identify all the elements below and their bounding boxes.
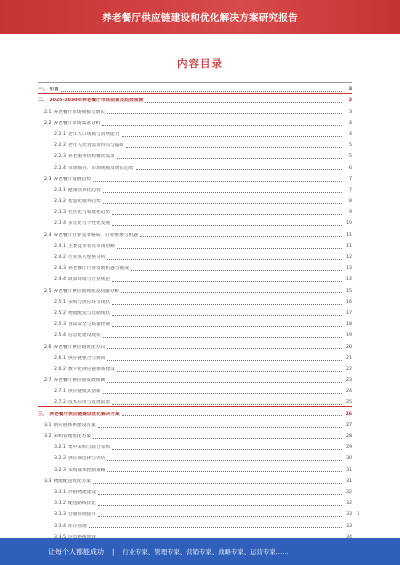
toc-dot-leader <box>103 192 342 193</box>
toc-entry-page: 17 <box>346 310 352 316</box>
toc-entry-title: 政策环境与行业规范 <box>67 277 111 283</box>
toc-entry[interactable] <box>38 93 352 104</box>
toc-dot-leader <box>121 292 342 293</box>
toc-dot-leader <box>112 281 342 282</box>
toc-entry-title: 养老餐厅供应链发展预测 <box>53 378 106 384</box>
toc-dot-leader <box>117 371 342 372</box>
toc-entry-title: 老年人饮食需求特点与偏好 <box>67 143 125 149</box>
toc-dot-leader <box>145 102 342 103</box>
toc-entry-title: 采购与供应环节现状 <box>67 299 111 305</box>
toc-entry-number: 2.2 <box>44 120 52 126</box>
toc-dot-leader <box>103 337 342 338</box>
toc-entry-title: 采购成本控制策略 <box>67 467 106 473</box>
toc-dot-leader <box>136 169 342 170</box>
toc-entry[interactable] <box>38 250 352 261</box>
toc-entry-title: 社区化与家庭化趋势 <box>67 210 111 216</box>
toc-entry-page: 23 <box>346 378 352 384</box>
toc-entry-number: 2.2.2 <box>54 143 66 149</box>
toc-entry[interactable] <box>38 474 352 485</box>
toc-entry-page: 10 <box>346 221 352 227</box>
toc-entry-title: 数字化供应链体系建设 <box>67 366 115 372</box>
toc-entry-page: 3 <box>348 98 352 104</box>
toc-entry-number: 三、 <box>38 411 48 417</box>
toc-dot-leader <box>107 113 342 114</box>
toc-dot-leader <box>122 415 342 416</box>
toc-entry-number: 2.7.1 <box>54 389 66 395</box>
toc-dot-leader <box>98 494 342 495</box>
toc-entry-title: 智慧化服务趋势 <box>67 199 101 205</box>
toc-entry-page: 16 <box>346 299 352 305</box>
toc-dot-leader <box>107 471 342 472</box>
toc-entry[interactable] <box>38 317 352 328</box>
toc-entry-number: 2.5.3 <box>54 322 66 328</box>
toc-entry-title: 养老服务机构餐饮需求 <box>67 154 115 160</box>
toc-entry-page: 9 <box>349 210 352 216</box>
toc-entry-title: 养老餐厅发展趋势 <box>53 176 91 182</box>
toc-entry-number: 2.3.4 <box>54 221 66 227</box>
toc-entry-page: 32 <box>346 489 352 495</box>
toc-entry-number: 2.2.1 <box>54 131 66 137</box>
toc-entry-page: 15 <box>346 288 352 294</box>
toc-dot-leader <box>122 136 342 137</box>
toc-entry-number: 3.2.2 <box>54 456 66 462</box>
table-of-contents <box>38 82 352 541</box>
toc-entry-number: 2.3.2 <box>54 199 66 205</box>
toc-entry[interactable] <box>38 339 352 350</box>
toc-entry-number: 3.3.4 <box>54 523 66 529</box>
toc-entry-number: 2.6 <box>44 344 52 350</box>
toc-entry[interactable] <box>38 406 352 417</box>
toc-entry[interactable] <box>38 104 352 115</box>
toc-entry-number: 3.2.1 <box>54 445 66 451</box>
toc-entry-title: 养老餐厅行业竞争格局、行业壁垒与机遇 <box>53 232 138 238</box>
toc-entry[interactable] <box>38 272 352 283</box>
toc-entry-page: 19 <box>346 333 352 339</box>
toc-entry[interactable] <box>38 172 352 183</box>
toc-entry-number: 2.1 <box>44 109 52 115</box>
toc-entry[interactable] <box>38 149 352 160</box>
toc-entry-title: 老年人口规模与消费能力 <box>67 131 120 137</box>
toc-entry-title: 养老餐厅供应链建设优化解决方案 <box>49 411 120 417</box>
toc-entry-page: 29 <box>346 445 352 451</box>
toc-dot-leader <box>112 449 342 450</box>
toc-entry-page: 22 <box>346 366 352 372</box>
toc-entry[interactable] <box>38 295 352 306</box>
toc-entry-title: 仓储管理提升 <box>67 512 97 518</box>
toc-entry-page: 24 <box>346 389 352 395</box>
toc-entry-number: 2.2.3 <box>54 154 66 160</box>
toc-entry-number: 2.6.2 <box>54 366 66 372</box>
toc-entry-page: 7 <box>349 176 352 182</box>
toc-dot-leader <box>117 248 342 249</box>
toc-entry-title: 行业进入壁垒分析 <box>67 255 106 260</box>
toc-entry-title: 养老餐厅行业发展机遇与挑战 <box>67 266 129 272</box>
toc-entry-number: 2.5.1 <box>54 299 66 305</box>
toc-entry-title: 物流配送与仓储现状 <box>67 310 111 316</box>
toc-entry[interactable] <box>38 283 352 294</box>
toc-entry-page: 4 <box>349 120 352 126</box>
toc-entry-number: 2.4 <box>44 232 52 238</box>
toc-entry-number: 二、 <box>38 98 48 104</box>
toc-entry-title: 信息化建设现状 <box>67 333 101 339</box>
toc-entry-title: 健康营养化趋势 <box>67 187 101 193</box>
toc-entry-title: 库存管理 <box>67 523 87 529</box>
toc-entry-number: 3.3.3 <box>54 512 66 518</box>
toc-dot-leader <box>131 270 342 271</box>
toc-entry[interactable] <box>38 462 352 473</box>
toc-dot-leader <box>98 505 342 506</box>
header-banner <box>0 0 400 34</box>
toc-entry-number: 2.3.3 <box>54 210 66 216</box>
toc-entry-page: 12 <box>346 255 352 260</box>
toc-entry[interactable] <box>38 507 352 518</box>
toc-entry-number: 3.2.3 <box>54 467 66 473</box>
report-title: 养老餐厅供应链建设和优化解决方案研究报告 <box>102 13 298 24</box>
toc-entry-page: 5 <box>349 154 352 160</box>
toc-entry[interactable] <box>38 227 352 238</box>
toc-entry-page: 25 <box>346 400 352 406</box>
toc-dot-leader <box>102 125 342 126</box>
toc-dot-leader <box>107 259 342 260</box>
toc-entry-title: 2025-2030年养老餐厅市场前景及趋势预测 <box>49 98 144 104</box>
toc-entry-page: 26 <box>345 411 352 417</box>
toc-entry-number: 2.3 <box>44 176 52 182</box>
toc-entry-number: 2.7.2 <box>54 400 66 406</box>
toc-entry-number: 3.2 <box>44 434 52 439</box>
toc-entry-title: 养老餐厅供应链现状及问题分析 <box>53 288 120 294</box>
toc-entry-title: 主要竞争者及市场份额 <box>67 243 115 249</box>
toc-dot-leader <box>140 236 342 237</box>
toc-entry-page: 28 <box>346 434 352 439</box>
toc-entry[interactable] <box>38 395 352 406</box>
toc-entry-title: 配送路线优化 <box>67 501 97 507</box>
toc-entry-number: 2.6.1 <box>54 355 66 361</box>
toc-dot-leader <box>103 203 342 204</box>
toc-entry-number: 2.4.1 <box>54 243 66 249</box>
toc-entry-number: 2.5.2 <box>54 310 66 316</box>
toc-entry-page: 11 <box>346 232 352 238</box>
toc-entry-page: 13 <box>346 266 352 272</box>
toc-dot-leader <box>61 91 342 92</box>
toc-dot-leader <box>98 516 342 517</box>
footer-tags: 行业专家、管理专家、营销专家、战略专家、运营专家…… <box>122 548 289 556</box>
toc-entry[interactable] <box>38 485 352 496</box>
toc-entry[interactable] <box>38 239 352 250</box>
toc-entry[interactable] <box>38 183 352 194</box>
toc-entry[interactable] <box>38 216 352 227</box>
toc-dot-leader <box>93 438 342 439</box>
toc-entry-page: 4 <box>349 131 352 137</box>
toc-entry[interactable] <box>38 384 352 395</box>
toc-entry-page: 3 <box>348 87 352 93</box>
toc-entry-number: 2.3.1 <box>54 187 66 193</box>
toc-entry-title: 技术应用与发展前景 <box>67 400 111 406</box>
toc-entry-number: 2.5 <box>44 288 52 294</box>
toc-dot-leader <box>93 483 342 484</box>
toc-entry[interactable] <box>38 205 352 216</box>
toc-entry[interactable] <box>38 127 352 138</box>
toc-entry-number: 2.7 <box>44 378 52 384</box>
toc-entry-page: 7 <box>349 187 352 193</box>
toc-dot-leader <box>112 214 342 215</box>
page-number: 1 <box>357 512 360 517</box>
toc-entry-page: 5 <box>349 143 352 149</box>
toc-entry-number: 3.3.2 <box>54 501 66 507</box>
toc-dot-leader <box>98 427 342 428</box>
toc-entry-title: 引言 <box>49 87 59 93</box>
toc-entry[interactable] <box>38 194 352 205</box>
footer-bar <box>0 538 400 565</box>
toc-entry[interactable] <box>38 82 352 93</box>
toc-entry-number: 2.4.4 <box>54 277 66 283</box>
toc-entry-title: 供应商选择与评估 <box>67 456 106 462</box>
toc-entry-page: 8 <box>349 199 352 205</box>
toc-entry-page: 32 <box>346 501 352 507</box>
toc-entry[interactable] <box>38 306 352 317</box>
toc-entry-page: 33 <box>346 512 352 518</box>
toc-dot-leader <box>107 348 342 349</box>
toc-entry-page: 18 <box>346 322 352 328</box>
toc-entry-number: 2.4.2 <box>54 255 66 260</box>
toc-entry[interactable] <box>38 496 352 507</box>
toc-entry-title: 物流配送优化方案 <box>53 478 91 484</box>
toc-entry-title: 供应链模式创新 <box>67 389 101 395</box>
toc-dot-leader <box>107 382 342 383</box>
toc-entry-title: 采购管理优化方案 <box>53 434 91 439</box>
footer-slogan: 让每个人都能成功 <box>48 547 104 556</box>
toc-entry-number: 3.3 <box>44 478 52 484</box>
toc-entry-number: 3.1 <box>44 422 52 428</box>
toc-dot-leader <box>126 147 342 148</box>
toc-dot-leader <box>103 393 342 394</box>
footer-divider: | <box>112 547 115 556</box>
toc-entry-title: 养老餐厅市场需求分析 <box>53 120 101 126</box>
toc-entry-title: 养老餐厅市场规模与增长 <box>53 109 106 115</box>
toc-dot-leader <box>112 326 342 327</box>
toc-entry-title: 集中采购与联合采购 <box>67 445 111 451</box>
toc-dot-leader <box>112 225 342 226</box>
toc-entry-title: 多元化与个性化发展 <box>67 221 111 227</box>
toc-entry-page: 31 <box>346 478 352 484</box>
toc-entry[interactable] <box>38 429 352 440</box>
toc-entry-page: 11 <box>346 243 352 249</box>
toc-entry[interactable] <box>38 373 352 384</box>
toc-entry-page: 21 <box>346 355 352 361</box>
toc-dot-leader <box>89 527 342 528</box>
toc-entry-page: 3 <box>349 109 352 115</box>
toc-entry-number: 2.4.3 <box>54 266 66 272</box>
toc-entry-page: 6 <box>349 165 352 171</box>
toc-dot-leader <box>112 304 342 305</box>
toc-entry[interactable] <box>38 451 352 462</box>
toc-dot-leader <box>117 158 342 159</box>
toc-entry-number: 2.5.4 <box>54 333 66 339</box>
toc-entry[interactable] <box>38 518 352 529</box>
toc-dot-leader <box>93 181 342 182</box>
toc-entry-page: 27 <box>346 422 352 428</box>
toc-entry[interactable] <box>38 440 352 451</box>
toc-entry[interactable] <box>38 160 352 171</box>
toc-entry-number: 2.2.4 <box>54 165 66 171</box>
toc-entry-title: 冷链物流建设 <box>67 489 97 495</box>
toc-entry[interactable] <box>38 116 352 127</box>
toc-entry-page: 20 <box>346 344 352 350</box>
toc-entry-title: 市场细分、市场规模及增长趋势 <box>67 165 134 171</box>
toc-heading: 内容目录 <box>177 58 223 70</box>
toc-entry-page: 33 <box>346 523 352 529</box>
toc-entry-title: 供应链体系建设方案 <box>53 422 96 428</box>
toc-dot-leader <box>112 404 342 405</box>
toc-entry-page: 30 <box>346 456 352 462</box>
toc-entry[interactable] <box>38 261 352 272</box>
toc-entry-number: 一、 <box>38 87 48 93</box>
toc-entry[interactable] <box>38 351 352 362</box>
toc-entry[interactable] <box>38 362 352 373</box>
toc-entry[interactable] <box>38 138 352 149</box>
toc-entry-title: 食品安全与质量控制 <box>67 322 111 328</box>
toc-entry-title: 供应链整合与协同 <box>67 355 106 361</box>
toc-entry-number: 3.3.1 <box>54 489 66 495</box>
toc-entry-page: 31 <box>346 467 352 473</box>
toc-entry-page: 14 <box>346 277 352 283</box>
toc-dot-leader <box>107 360 342 361</box>
toc-dot-leader <box>107 460 342 461</box>
toc-entry[interactable] <box>38 418 352 429</box>
toc-entry[interactable] <box>38 328 352 339</box>
toc-entry-title: 养老餐厅供应链优化方向 <box>53 344 106 350</box>
toc-dot-leader <box>112 315 342 316</box>
